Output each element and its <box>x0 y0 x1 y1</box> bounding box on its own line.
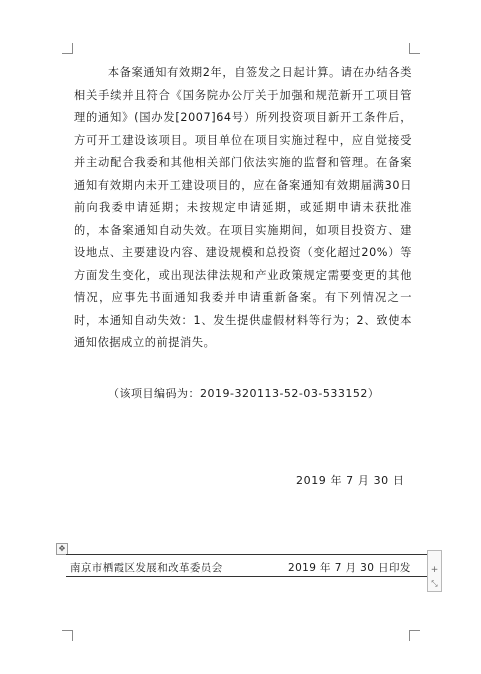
notice-paragraph[interactable]: 本备案通知有效期2年，自签发之日起计算。请在办结各类相关手续并且符合《国务院办公厅关于加强和规范新开工项目管理的通知》(国办发[2007]64号）所列投资项目新开工条件后，方可开工建设该项目。项目单位在项目实施过程中，应自觉接受并主动配合我委和其他相关部门依法实施的监督和管理。在备案通知有效期内未开工建设项目的，应在备案通知有效期届满30日前向我委申请延期；未按规定申请延期，或延期申请未获批准的，本备案通知自动失效。在项目实施期间，如项目投资方、建设地点、主要建设内容、建设规模和总投资（变化超过20%）等方面发生变化，或出现法律法规和产业政策规定需要变更的其他情况，应事先书面通知我委并申请重新备案。有下列情况之一时，本通知自动失效：1、发生提供虚假材料等行为；2、致使本通知依据成立的前提消失。 <box>74 66 412 349</box>
table-resize-handle[interactable] <box>428 577 441 590</box>
plus-icon: + <box>430 565 439 575</box>
footer-issuing-org[interactable]: 南京市栖霞区发展和改革委员会 <box>70 562 223 574</box>
move-cross-icon: ✥ <box>58 544 66 553</box>
crop-mark-bottom-right <box>409 630 420 641</box>
signature-date[interactable]: 2019 年 7 月 30 日 <box>296 474 405 487</box>
add-row-button[interactable] <box>428 564 441 577</box>
crop-mark-top-left <box>62 43 73 54</box>
crop-mark-bottom-left <box>62 630 73 641</box>
project-code-line[interactable]: （该项目编码为：2019-320113-52-03-533152） <box>108 387 380 400</box>
table-side-controls <box>427 550 442 592</box>
resize-handle-icon: ⤡ <box>431 579 438 588</box>
footer-issuance-table[interactable] <box>66 554 430 577</box>
crop-mark-top-right <box>409 43 420 54</box>
footer-print-date[interactable]: 2019 年 7 月 30 日印发 <box>288 562 411 574</box>
